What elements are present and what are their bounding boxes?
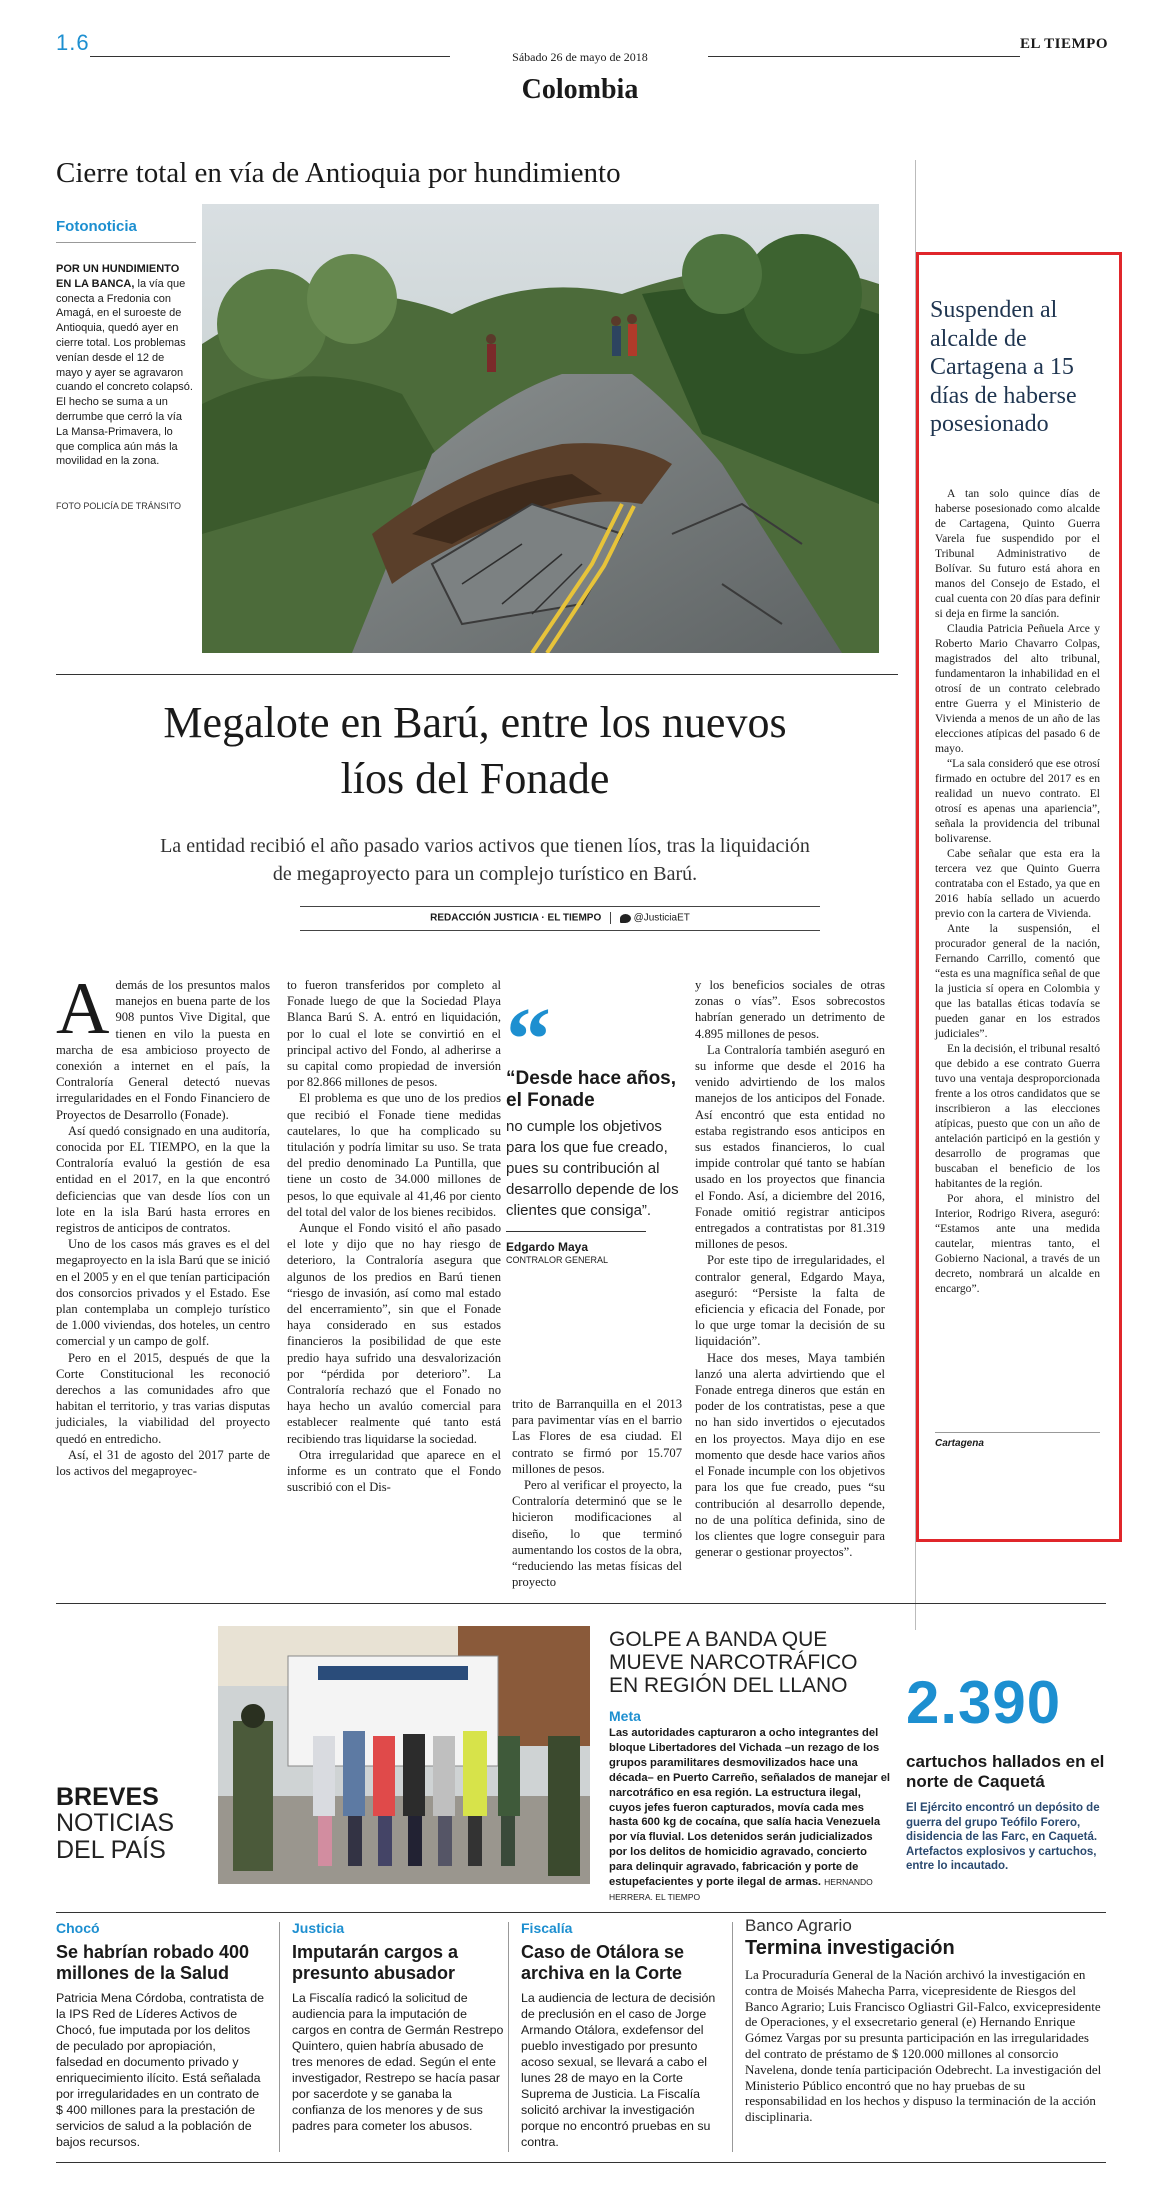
brief-divider-2 [508,1922,509,2152]
sidebar-body [935,486,1100,1296]
col2-p4: Otra irregularidad que aparece en el informe es un contrato que el Fondo suscribió con el Dis- [287,1447,501,1495]
col4-p4: Hace dos meses, Maya también lanzó una alerta advirtiendo que el Fonade entrega dineros que están en poder de los contratistas, pese a que no han sido invertidos o ejecutados en los proyectos. Maya dijo en ese momento que desde hace varios años el Fonade incumple con los objetivos para los que fue creado, pues “su contribución al desarrollo depende, no de una política definida, sino de los clientes que logre conseguir para generar o gestionar proyectos”. [695,1350,885,1560]
header-rule-right [708,56,1020,57]
col2-p2: El problema es que uno de los predios que recibió el Fonade tiene medidas cautelares, lo que ha complicado su titulación y podría limitar su uso. Se trata del predio denominado La Puntilla, que tiene un costo de 34.000 millones de pesos, lo que equivale al 41,46 por ciento del total del valor de los bienes recibidos. [287,1091,501,1219]
sidebar-p3: “La sala consideró que ese otrosí firmado en octubre del 2017 es en realidad un nuevo contrato. El otrosí es apenas una apariencia”, señala la providencia del tribunal bolivarense. [935,757,1100,845]
col3-p2: Pero al verificar el proyecto, la Contraloría determinó que se le hicieron modificaciones al diseño, lo que terminó aumentando los costos de la obra, “reduciendo las metas físicas del proyecto [512,1478,682,1590]
brief-justicia-title: Imputarán cargos a presunto abusador [292,1942,459,1983]
quote-author: Edgardo Maya [506,1240,589,1254]
breves-middle-rule [56,1912,1106,1913]
breves-label [56,1784,206,1864]
quote-mark-icon: “ [506,990,551,1089]
sidebar-headline: Suspenden al alcalde de Cartagena a 15 días de haberse posesionado [930,297,1077,437]
twitter-handle[interactable]: @JusticiaET [633,912,690,924]
sidebar-tag-rule [935,1432,1100,1433]
sidebar-tag: Cartagena [935,1438,984,1449]
main-col-1 [56,968,270,1479]
brief-choco [56,1920,266,2150]
breves-label-line1: NOTICIAS [56,1809,175,1837]
photo-story-bottom-rule [56,674,898,675]
sidebar-p4: Cabe señalar que esta era la tercera vez que Quinto Guerra contrataba con el Estado, ya que en 2016 había sellado un acuerdo previo con la cartera de Vivienda. [935,847,1100,920]
breves-label-line2: DEL PAÍS [56,1836,166,1864]
brief-divider-3 [732,1922,733,2152]
stat-label: cartuchos hallados en el norte de Caquetá [906,1752,1105,1791]
main-col-2 [287,977,501,1496]
sidebar-p1: A tan solo quince días de haberse posesionado como alcalde de Cartagena, Quinto Guerra Varela fue suspendido por el Tribunal Administrativo de Bolívar. Su futuro está ahora en manos del Consejo de Estado, el cual cuenta con 20 días para definir si deja en firme la sanción. [935,487,1100,620]
main-col-3 [512,1396,682,1590]
main-deck: La entidad recibió el año pasado varios activos que tienen líos, tras la liquidación de megaproyecto para un complejo turístico en Barú. [160,835,810,885]
main-col-4 [695,977,885,1560]
breves-label-bold: BREVES [56,1783,159,1811]
col3-p1: trito de Barranquilla en el 2013 para pavimentar vías en el barrio Las Flores de esa ciudad. El contrato se firmó por 15.707 millones de pesos. [512,1397,682,1476]
brief-banco [745,1916,1107,2125]
brief-fiscalia-section: Fiscalía [521,1920,573,1936]
brief-banco-title: Termina investigación [745,1937,955,1959]
page-number: 1.6 [56,30,90,55]
drop-cap: A [56,968,110,1050]
sidebar-p5: Ante la suspensión, el procurador general de la nación, Fernando Carrillo, comentó que “esta es una magnífica señal de que la justicia sí opera en Colombia y que las batallas éticas todavía se pueden ganar en los estrados judiciales”. [935,922,1100,1040]
capture-photo [218,1626,590,1884]
pull-quote [506,990,686,1265]
col1-p1: demás de los presuntos malos manejos en buena parte de los 908 puntos Vive Digital, que tienen en vilo la puesta en marcha de esa ambicioso proyecto de conexión a internet en el país, la Contraloría General detectó nuevas irregularidades en el Fondo Financiero de Proyectos de Desarrollo (Fonade). [56,978,270,1122]
byline-bottom-rule [300,930,820,931]
col4-p1: y los beneficios sociales de otras zonas o vías”. Esos sobrecostos habrían generado un detrimento de 4.895 millones de pesos. [695,978,885,1041]
caption-text: la vía que conecta a Fredonia con Amagá, en el suroeste de Antioquia, quedó ayer en cierre total. Los problemas venían desde el 12 de mayo y ayer se agravaron cuando el concreto colapsó. El hecho se suma a un derrumbe que cerró la vía La Mansa-Primavera, lo que complica aún más la movilidad en la zona. [56,277,193,468]
stat-number: 2.390 [906,1669,1062,1736]
quote-head: “Desde hace años, el Fonade [506,1068,677,1111]
byline-rule [300,906,820,907]
caption-lead: POR UN HUNDIMIENTO EN LA BANCA, [56,263,180,290]
banda-kicker: Meta [609,1708,641,1724]
twitter-icon [620,914,631,923]
kicker-rule [56,242,196,243]
brief-choco-text: Patricia Mena Córdoba, contratista de la IPS Red de Líderes Activos de Chocó, fue imputada por los delitos de peculado por apropiación, falsedad en documento privado y enriquecimiento ilícito. Está señalada por irregularidades en un contrato de $ 400 millones para la prestación de servicios de salud a la población de bajos recursos. [56,1991,264,2149]
capture-photo-svg [218,1626,590,1884]
brief-banco-section: Banco Agrario [745,1916,852,1935]
col1-p5: Así, el 31 de agosto del 2017 parte de los activos del megaproyec- [56,1447,270,1479]
road-collapse-photo [202,204,879,653]
col2-p3: Aunque el Fondo visitó el año pasado el lote y dijo que no hay riesgo de deterioro, la Contraloría asegura que algunos de los predios en Barú tienen “riesgo de invasión, así como mal estado del encerramiento”, sin que el Fonade haya considerado en sus estados financieros la posibilidad de que este predio haya sufrido una desvalorización por “pérdida por deterioro”. La Contraloría rechazó que el Fonado no haya hecho un avalúo comercial para establecer realmente qué tanto está recibiendo tras liquidarse la sociedad. [287,1221,501,1446]
col4-p2: La Contraloría también aseguró en su informe que desde el 2016 ha venido advirtiendo de los malos manejos de los anticipos del Fonade. Así encontró que esta entidad no estaba registrando esos anticipos en sus estados financieros, lo cual impide controlar qué tanto se habían usado en los proyectos que financia el Fondo. Así, a diciembre del 2016, Fonade omitió registrar anticipos entregados a contratistas por 81.319 millones de pesos. [695,1042,885,1252]
photo-credit: FOTO POLICÍA DE TRÁNSITO [56,501,182,511]
quote-text: no cumple los objetivos para los que fue creado, pues su contribución al desarrollo depende de los clientes que consiga”. [506,1118,679,1219]
road-photo-svg [202,204,879,653]
banda-headline: GOLPE A BANDA QUE MUEVE NARCOTRÁFICO EN REGIÓN DEL LLANO [609,1628,858,1697]
col1-p4: Pero en el 2015, después de que la Corte Constitucional les reconoció derechos a las comunidades afro que habitan el territorio, y tras varias disputas judiciales, la viabilidad del proyecto quedó en entredicho. [56,1350,270,1446]
brief-justicia-section: Justicia [292,1920,345,1936]
quote-role: CONTRALOR GENERAL [506,1255,609,1265]
stat-text: El Ejército encontró un depósito de guerra del grupo Teófilo Forero, disidencia de las Farc, en Caquetá. Artefactos explosivos y cartuchos, entre lo incautado. [906,1802,1100,1873]
breves-top-rule [56,1603,1106,1604]
banda-credit: HERNANDO HERRERA. EL TIEMPO [609,1877,873,1902]
brief-choco-section: Chocó [56,1920,100,1936]
header-rule-left [90,56,450,57]
page-bottom-rule [56,2162,1106,2163]
brief-banco-text: La Procuraduría General de la Nación archivó la investigación en contra de Moisés Mahecha Parra, vicepresidente de Riesgos del Banco Agrario; Luis Francisco Ogliastri Gil-Falco, exvicepresidente de Operaciones, y el exsecretario general (e) Hernando Enrique Gómez Vargas por su presunta participación en las irregularidades del contrato de préstamo de $ 120.000 millones al consorcio Navelena, donde tenía participación Odebrecht. La investigación del Ministerio Público encontró que no hay pruebas de su responsabilidad en los hechos y dispuso la terminación de la acción disciplinaria. [745,1967,1102,2125]
brief-fiscalia [521,1920,727,2150]
section-title: Colombia [521,74,639,105]
col1-p2: Así quedó consignado en una auditoría, conocida por EL TIEMPO, en la que la Contraloría evaluó la gestión de esa entidad en el 2017, en la que encontró deficiencias que van desde líos con un lote en la isla Barú hasta errores en registros de anticipos de contratos. [56,1123,270,1236]
sidebar-p2: Claudia Patricia Peñuela Arce y Roberto Mario Chavarro Colpas, magistrados del alto tribunal, fundamentaron la inhabilidad en el otrosí de un contrato celebrado entre Guerra y el Ministerio de Vivienda a menos de un año de las elecciones atípicas del pasado 6 de mayo. [935,622,1100,755]
brief-fiscalia-title: Caso de Otálora se archiva en la Corte [521,1942,685,1983]
photo-kicker: Fotonoticia [56,218,137,235]
photo-story-headline: Cierre total en vía de Antioquia por hundimiento [56,157,621,189]
sidebar-p7: Por ahora, el ministro del Interior, Rodrigo Rivera, aseguró: “Estamos ante una medida cautelar, mientras tanto, el Gobierno Nacional, a través de un decreto, nombrará un alcalde en encargo”. [935,1192,1100,1295]
photo-caption [56,262,194,469]
brief-fiscalia-text: La audiencia de lectura de decisión de preclusión en el caso de Jorge Armando Otálora, exdefensor del pueblo investigado por presunto acoso sexual, se llevará a cabo el lunes 28 de mayo en la Corte Suprema de Justicia. La Fiscalía solicitó archivar la investigación porque no encontró pruebas en su contra. [521,1991,716,2149]
sidebar-p6: En la decisión, el tribunal resaltó que debido a ese contrato Guerra tuvo una ventaja desproporcionada frente a los otros candidatos que se inscribieron a las elecciones atípicas, puesto que con un año de antelación participó en la gestión y desarrollo de programas que buscaban el beneficio de los habitantes de la región. [935,1042,1100,1190]
quote-rule [506,1231,646,1232]
main-headline: Megalote en Barú, entre los nuevos líos del Fonade [163,698,787,803]
byline [300,912,820,924]
banda-text [609,1726,891,1905]
brief-divider-1 [279,1922,280,2152]
col4-p3: Por este tipo de irregularidades, el contralor general, Edgardo Maya, aseguró: “Persiste la falta de eficiencia y eficacia del Fonade, por lo que urge tomar la decisión de su liquidación”. [695,1253,885,1349]
byline-author: REDACCIÓN JUSTICIA · EL TIEMPO [430,912,602,924]
col2-p1: to fueron transferidos por completo al Fonade luego de que la Sociedad Playa Blanca Barú S. A. entró en liquidación, por lo cual el lote se convirtió en el principal activo del Fondo, al adherirse a su capital como propiedad de inversión por 82.866 millones de pesos. [287,978,501,1090]
brief-justicia [292,1920,504,2134]
brief-justicia-text: La Fiscalía radicó la solicitud de audiencia para la imputación de cargos en contra de Germán Restrepo Quintero, quien habría abusado de tres menores de edad. Según el ente investigador, Restrepo se hacía pasar por sacerdote y se ganaba la confianza de los menores y de sus padres para cometer los abusos. [292,1991,504,2133]
page-date: Sábado 26 de mayo de 2018 [512,50,648,64]
brief-choco-title: Se habrían robado 400 millones de la Salud [56,1942,250,1983]
brand-logo: EL TIEMPO [1020,36,1108,52]
banda-body: Las autoridades capturaron a ocho integrantes del bloque Libertadores del Vichada –un rezago de los grupos paramilitares desmovilizados hace una década– en Puerto Carreño, señalados de manejar el narcotráfico en esa región. La estructura ilegal, cuyos jefes fueron capturados, movía cada mes hasta 600 kg de cocaína, que salía hacia Venezuela por vía fluvial. Los detenidos serán judicializados por los delitos de homicidio agravado, concierto para delinquir agravado, fabricación y porte de estupefacientes y porte ilegal de armas. [609,1727,891,1889]
col1-p3: Uno de los casos más graves es el del megaproyecto en la isla Barú que se inició en el 2005 y en el que tenían participación dos consorcios privados y el Estado. Ese plan contemplaba un complejo turístico de 1.000 viviendas, dos hoteles, un centro comercial y un campo de golf. [56,1237,270,1349]
